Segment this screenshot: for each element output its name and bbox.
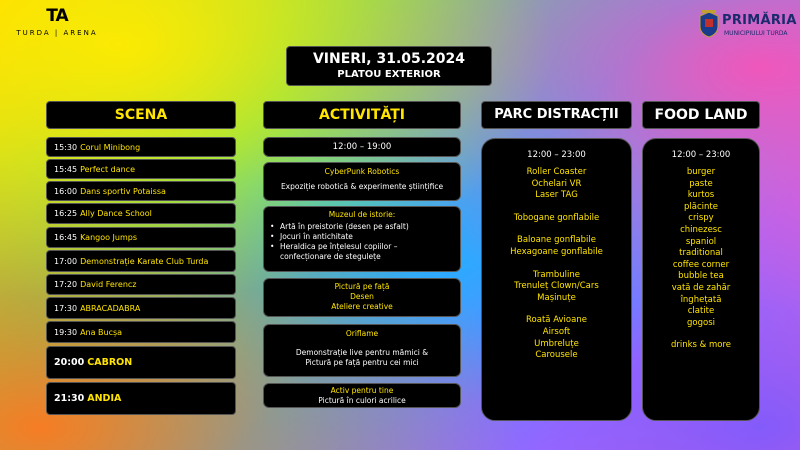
scena-time: 17:00 xyxy=(54,256,78,266)
scena-act: Dans sportiv Potaissa xyxy=(80,186,166,196)
scena-row xyxy=(46,227,236,248)
food-item: burger xyxy=(686,167,716,177)
food-item: înghețată xyxy=(680,294,722,305)
oriflame-title: Oriflame xyxy=(345,329,379,338)
food-item: gogosi xyxy=(687,317,715,328)
food-item: vată de zahăr xyxy=(671,282,731,293)
activ-desc: Pictură în culori acrilice xyxy=(318,396,406,405)
event-title-box xyxy=(286,46,492,86)
cyberpunk-desc: Expoziție robotică & experimente științifice xyxy=(280,182,444,191)
scena-time: 16:00 xyxy=(54,186,78,196)
scena-time: 16:45 xyxy=(54,233,78,242)
scena-row xyxy=(46,137,236,157)
activity-cyberpunk xyxy=(263,162,461,201)
event-location: PLATOU EXTERIOR xyxy=(337,69,441,80)
scena-row xyxy=(46,297,236,319)
food-item: bubble tea xyxy=(678,271,724,282)
pictura-l2: Desen xyxy=(350,292,374,301)
scena-row xyxy=(46,346,236,379)
scena-time: 19:30 xyxy=(54,327,78,337)
activity-oriflame xyxy=(263,324,461,377)
parc-item: Hexagoane gonflabile xyxy=(510,246,603,257)
scena-time: 17:20 xyxy=(54,280,78,289)
food-panel xyxy=(642,138,760,421)
parc-item: Trenuleț Clown/Cars xyxy=(514,281,599,292)
food-item: kurtos xyxy=(687,190,715,201)
parc-item: Airsoft xyxy=(542,326,571,337)
activ-title: Activ pentru tine xyxy=(330,386,394,395)
food-item: clatite xyxy=(687,306,715,317)
header-scena: SCENA xyxy=(46,101,236,129)
parc-item: Tobogane gonflabile xyxy=(513,212,600,223)
scena-row xyxy=(46,203,236,224)
food-extra: drinks & more xyxy=(670,340,732,351)
food-hours: 12:00 – 23:00 xyxy=(671,150,731,160)
muzeu-item-cont: confecționare de stegulețe xyxy=(280,252,381,261)
food-item: coffee corner xyxy=(672,259,730,270)
parc-item: Trambuline xyxy=(532,269,581,280)
scena-act: Corul Minibong xyxy=(80,142,141,152)
oriflame-l1: Demonstrație live pentru mămici & xyxy=(295,348,429,357)
food-item: traditional xyxy=(679,248,723,259)
scena-row xyxy=(46,321,236,343)
food-item: paste xyxy=(689,178,713,189)
activity-muzeu xyxy=(263,206,461,272)
primaria-subtitle: MUNICIPIULUI TURDA xyxy=(724,30,788,37)
logo-text: TURDA | ARENA xyxy=(16,29,98,37)
muzeu-item: • Artă în preistorie (desen pe asfalt) xyxy=(270,222,460,232)
scena-act: Ally Dance School xyxy=(80,209,152,218)
header-activitati: ACTIVITĂȚI xyxy=(263,101,461,129)
parc-item: Ochelari VR xyxy=(531,178,582,189)
pictura-l3: Ateliere creative xyxy=(331,302,393,311)
scena-time: 20:00 xyxy=(54,357,85,368)
scena-act: ABRACADABRA xyxy=(80,303,141,313)
scena-act: Ana Bucșa xyxy=(80,327,123,337)
logo-mark: TA xyxy=(46,6,68,26)
activity-activ xyxy=(263,383,461,408)
muzeu-title: Muzeul de istorie: xyxy=(328,210,396,219)
scena-act: Kangoo Jumps xyxy=(80,233,138,242)
primaria-logo xyxy=(698,10,798,44)
parc-item: Umbreluțe xyxy=(534,338,579,349)
food-item: spaniol xyxy=(685,236,717,247)
food-item: crispy xyxy=(688,213,714,224)
scena-time: 15:30 xyxy=(54,142,78,152)
scena-act: CABRON xyxy=(87,357,133,368)
muzeu-item: • Heraldica pe înțelesul copiilor – xyxy=(270,242,460,252)
parc-item: Baloane gonflabile xyxy=(516,235,597,246)
scena-act: ANDIA xyxy=(87,393,122,404)
activitati-hours: 12:00 – 19:00 xyxy=(263,137,461,157)
muzeu-list xyxy=(264,222,460,262)
scena-act: Demonstrație Karate Club Turda xyxy=(80,256,209,266)
cyberpunk-title: CyberPunk Robotics xyxy=(324,167,400,176)
food-item: chinezesc xyxy=(680,224,722,235)
scena-time: 17:30 xyxy=(54,303,78,313)
header-food: FOOD LAND xyxy=(642,101,760,129)
scena-row xyxy=(46,250,236,272)
header-parc: PARC DISTRACȚII xyxy=(481,101,632,129)
oriflame-l2: Pictură pe față pentru cei mici xyxy=(305,358,419,367)
parc-panel xyxy=(481,138,632,421)
crest-icon xyxy=(698,10,720,38)
scena-time: 21:30 xyxy=(54,393,85,404)
turda-arena-logo xyxy=(12,6,102,46)
scena-row xyxy=(46,159,236,179)
parc-item: Laser TAG xyxy=(535,190,578,201)
parc-item: Roller Coaster xyxy=(526,167,587,177)
scena-row xyxy=(46,274,236,295)
parc-item: Mașinuțe xyxy=(537,292,576,303)
scena-row xyxy=(46,181,236,201)
scena-time: 16:25 xyxy=(54,209,78,218)
parc-item: Roată Avioane xyxy=(526,315,587,326)
scena-time: 15:45 xyxy=(54,164,78,174)
scena-act: David Ferencz xyxy=(80,280,137,289)
primaria-title: PRIMĂRIA xyxy=(722,13,797,28)
pictura-l1: Pictură pe față xyxy=(334,282,390,291)
parc-hours: 12:00 – 23:00 xyxy=(527,150,586,160)
scena-act: Perfect dance xyxy=(80,164,135,174)
parc-item: Carousele xyxy=(535,350,578,361)
event-date: VINERI, 31.05.2024 xyxy=(312,51,466,67)
food-item: plăcinte xyxy=(684,201,718,212)
scena-row xyxy=(46,382,236,415)
activity-pictura xyxy=(263,278,461,317)
muzeu-item: • Jocuri în antichitate xyxy=(270,232,460,242)
